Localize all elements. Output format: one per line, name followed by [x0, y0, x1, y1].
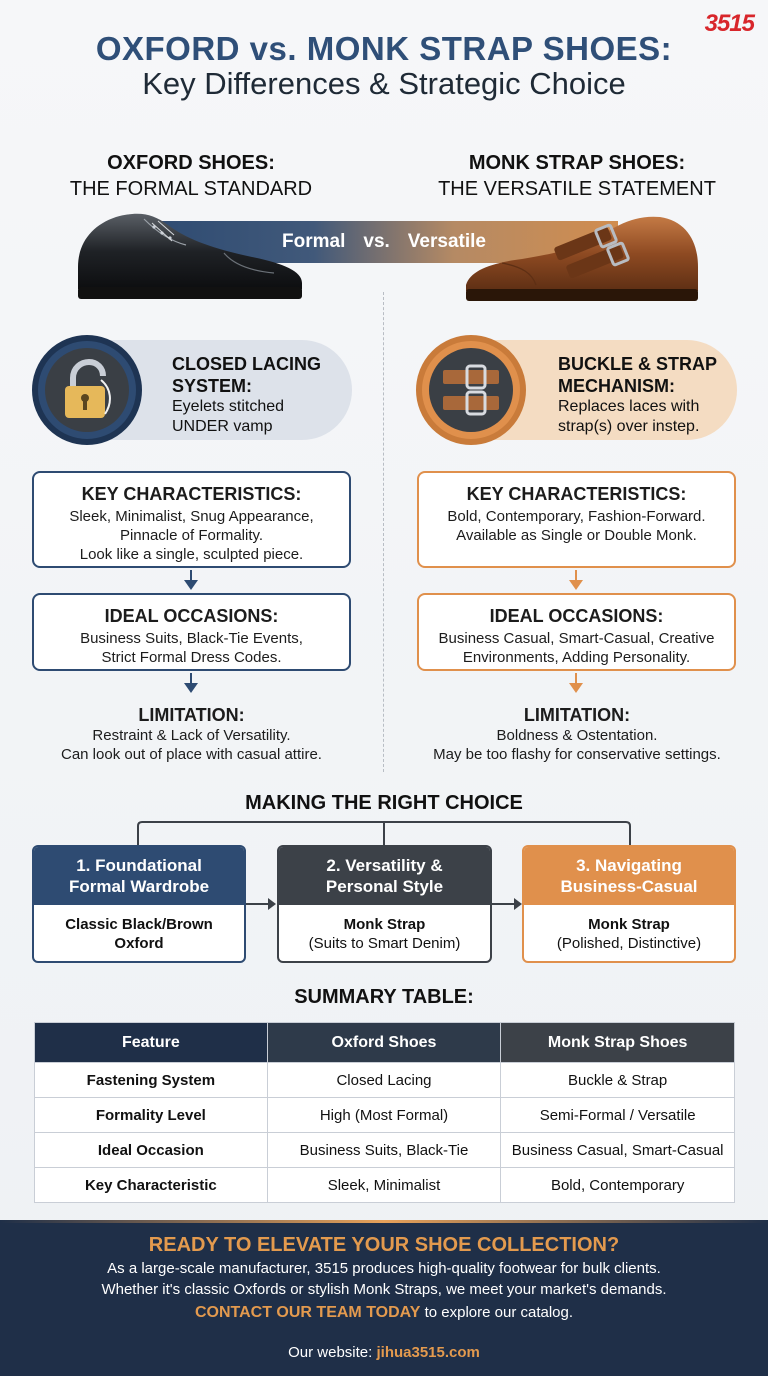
monk-occasions-title: IDEAL OCCASIONS:: [489, 606, 664, 626]
oxford-limitation-title: LIMITATION:: [138, 705, 245, 725]
monk-feature-title-line1: BUCKLE & STRAP: [558, 354, 718, 374]
versus-vs-label: vs.: [363, 231, 390, 252]
table-cell: Key Characteristic: [35, 1168, 268, 1203]
choice-card-1-head-line2: Formal Wardrobe: [68, 877, 210, 896]
oxford-occasions-title: IDEAL OCCASIONS:: [104, 606, 279, 626]
monk-limitation-title: LIMITATION:: [523, 705, 631, 725]
oxford-heading: [30, 150, 352, 202]
footer-website-label: Our website:: [288, 1344, 377, 1361]
monk-occasions-line: Business Casual, Smart-Casual, Creative: [438, 630, 715, 647]
summary-header-monk: Monk Strap Shoes: [501, 1023, 735, 1063]
monk-feature-text: [558, 353, 733, 437]
oxford-limitation-line: Restraint & Lack of Versatility.: [92, 727, 291, 744]
footer-contact: [0, 1304, 768, 1322]
table-cell: Business Casual, Smart-Casual: [501, 1133, 735, 1168]
monk-limitation-line: Boldness & Ostentation.: [496, 727, 658, 744]
oxford-characteristics-line: Look like a single, sculpted piece.: [79, 546, 304, 563]
oxford-occasions-line: Strict Formal Dress Codes.: [101, 649, 282, 666]
buckle-icon: [439, 358, 503, 422]
padlock-icon: [55, 358, 119, 422]
monk-limitation: [396, 704, 758, 764]
footer-body: [0, 1258, 768, 1300]
summary-header-feature: Feature: [35, 1023, 268, 1063]
choice-card-3-head-line2: Business-Casual: [560, 877, 698, 896]
monk-heading-line2: THE VERSATILE STATEMENT: [438, 178, 716, 200]
monk-limitation-line: May be too flashy for conservative settings.: [433, 746, 721, 763]
choice-card-2-body-line2: (Suits to Smart Denim): [308, 935, 461, 952]
black-oxford-shoe-icon: [74, 205, 306, 303]
monk-feature-desc-line2: strap(s) over instep.: [558, 418, 700, 435]
monk-feature-badge: [416, 335, 526, 445]
choice-card-1-body: [34, 905, 244, 963]
monk-occasions-box: [417, 593, 736, 671]
page-title: OXFORD vs. MONK STRAP SHOES:: [95, 30, 673, 67]
oxford-characteristics-line: Pinnacle of Formality.: [119, 527, 264, 544]
oxford-heading-line1: OXFORD SHOES:: [107, 152, 275, 174]
monk-occasions-line: Environments, Adding Personality.: [462, 649, 691, 666]
table-cell: Sleek, Minimalist: [267, 1168, 501, 1203]
column-divider: [383, 292, 384, 772]
footer-body-line1: As a large-scale manufacturer, 3515 produces high-quality footwear for bulk clients.: [107, 1260, 661, 1277]
oxford-feature-desc-line2: UNDER vamp: [172, 418, 273, 435]
oxford-occasions-line: Business Suits, Black-Tie Events,: [80, 630, 303, 647]
oxford-feature-badge: [32, 335, 142, 445]
table-cell: Ideal Occasion: [35, 1133, 268, 1168]
choice-card-2-head-line2: Personal Style: [325, 877, 444, 896]
contact-cta[interactable]: CONTACT OUR TEAM TODAY: [194, 1304, 421, 1321]
oxford-characteristics-box: [32, 471, 351, 568]
table-row: [35, 1063, 735, 1098]
monk-characteristics-title: KEY CHARACTERISTICS:: [466, 484, 687, 504]
brown-monk-strap-shoe-icon: [462, 207, 702, 303]
monk-feature-title-line2: MECHANISM:: [558, 376, 675, 396]
oxford-arrow-down-icon: [184, 580, 198, 590]
table-cell: Formality Level: [35, 1098, 268, 1133]
oxford-feature-desc-line1: Eyelets stitched: [172, 398, 285, 415]
summary-header-oxford: Oxford Shoes: [267, 1023, 501, 1063]
table-cell: Fastening System: [35, 1063, 268, 1098]
versus-versatile-label: Versatile: [407, 231, 486, 252]
summary-table-title: SUMMARY TABLE:: [294, 986, 474, 1008]
choice-card-1-head-line1: 1. Foundational: [76, 856, 202, 875]
choice-section-title: MAKING THE RIGHT CHOICE: [245, 792, 523, 814]
oxford-characteristics-title: KEY CHARACTERISTICS:: [81, 484, 302, 504]
monk-heading-line1: MONK STRAP SHOES:: [468, 152, 686, 174]
monk-arrow-down-icon: [569, 683, 583, 693]
choice-card-1-header: [34, 847, 244, 905]
table-cell: Buckle & Strap: [501, 1063, 735, 1098]
table-cell: Closed Lacing: [267, 1063, 501, 1098]
monk-characteristics-line: Bold, Contemporary, Fashion-Forward.: [447, 508, 706, 525]
monk-feature-desc-line1: Replaces laces with: [558, 398, 700, 415]
choice-card-2-head-line1: 2. Versatility &: [326, 856, 443, 875]
choice-card-3-body: [524, 905, 734, 963]
summary-table: [34, 1022, 735, 1203]
summary-table-header-row: [35, 1023, 735, 1063]
oxford-feature-text: [172, 353, 347, 437]
choice-card-3-body-line1: Monk Strap: [588, 916, 670, 933]
oxford-arrow-down-icon: [184, 683, 198, 693]
footer-headline: READY TO ELEVATE YOUR SHOE COLLECTION?: [148, 1234, 620, 1256]
monk-arrow-down-icon: [569, 580, 583, 590]
choice-card-1-body-line1: Classic Black/Brown: [65, 916, 213, 933]
choice-card-3-body-line2: (Polished, Distinctive): [556, 935, 702, 952]
footer-body-line2: Whether it's classic Oxfords or stylish Monk Straps, we meet your market's demands.: [101, 1281, 667, 1298]
choice-card-3: [522, 845, 736, 963]
table-cell: Business Suits, Black-Tie: [267, 1133, 501, 1168]
choice-card-2-header: [279, 847, 490, 905]
oxford-feature-title-line1: CLOSED LACING: [172, 354, 322, 374]
versus-formal-label: Formal: [282, 231, 346, 252]
choice-card-2-body: [279, 905, 490, 963]
monk-characteristics-line: Available as Single or Double Monk.: [456, 527, 697, 544]
monk-heading: [416, 150, 738, 202]
table-cell: Bold, Contemporary: [501, 1168, 735, 1203]
table-cell: Semi-Formal / Versatile: [501, 1098, 735, 1133]
footer-website: [0, 1344, 768, 1361]
choice-card-2: [277, 845, 492, 963]
page-subtitle: Key Differences & Strategic Choice: [142, 66, 626, 101]
table-row: [35, 1098, 735, 1133]
oxford-characteristics-line: Sleek, Minimalist, Snug Appearance,: [69, 508, 314, 525]
choice-card-1: [32, 845, 246, 963]
oxford-heading-line2: THE FORMAL STANDARD: [69, 178, 313, 200]
monk-characteristics-box: [417, 471, 736, 568]
brand-logo: 3515: [704, 10, 754, 37]
choice-card-2-body-line1: Monk Strap: [343, 916, 426, 933]
choice-card-3-head-line1: 3. Navigating: [576, 856, 682, 875]
choice-card-1-body-line2: Oxford: [114, 935, 164, 952]
table-row: [35, 1133, 735, 1168]
oxford-limitation: [20, 704, 363, 764]
oxford-occasions-box: [32, 593, 351, 671]
website-link[interactable]: jihua3515.com: [376, 1344, 480, 1361]
table-row: [35, 1168, 735, 1203]
footer-divider: [0, 1220, 768, 1223]
footer-contact-rest: to explore our catalog.: [420, 1304, 574, 1321]
oxford-feature-title-line2: SYSTEM:: [172, 376, 253, 396]
table-cell: High (Most Formal): [267, 1098, 501, 1133]
oxford-limitation-line: Can look out of place with casual attire.: [61, 746, 322, 763]
choice-card-3-header: [524, 847, 734, 905]
